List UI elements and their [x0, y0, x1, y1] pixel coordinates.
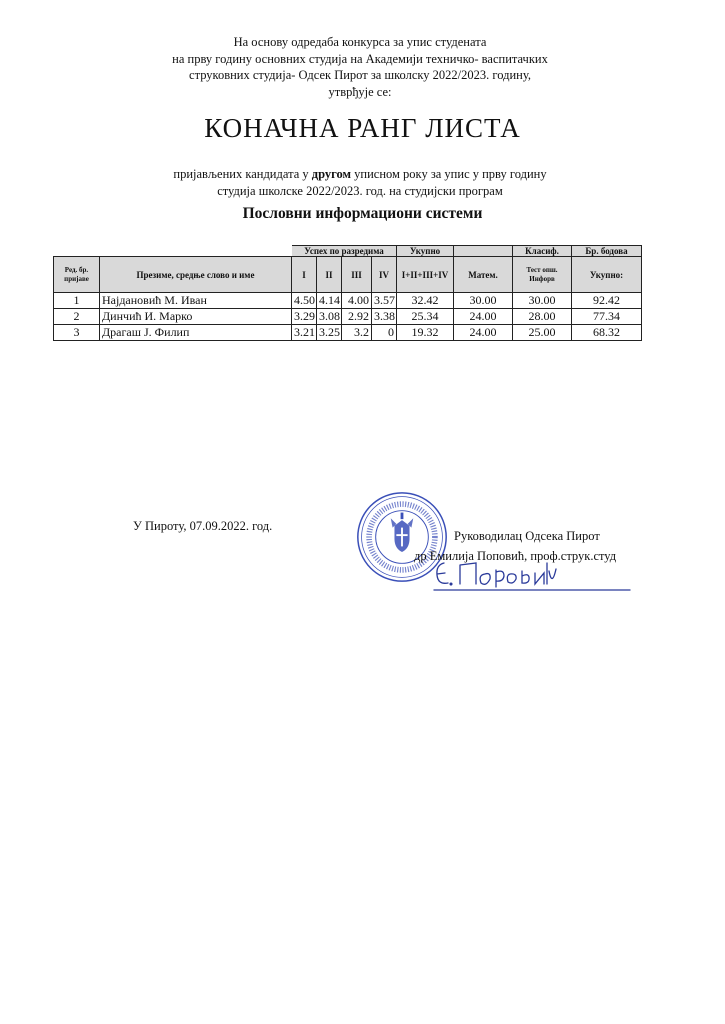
group-header-uspeh: Успех по разредима [292, 246, 397, 257]
group-header-empty [454, 246, 513, 257]
intro-line-4: утврђује се: [328, 84, 392, 99]
cell-sum: 32.42 [397, 293, 454, 309]
cell-rb: 2 [54, 309, 100, 325]
cell-r1: 3.29 [292, 309, 317, 325]
cell-r2: 3.25 [317, 325, 342, 341]
cell-matem: 24.00 [454, 325, 513, 341]
header-r2: II [317, 257, 342, 293]
handwritten-signature-icon [430, 557, 635, 593]
header-ukupno: Укупно: [572, 257, 642, 293]
header-ime: Презиме, средње слово и име [100, 257, 292, 293]
subtitle-line-2: студија школске 2022/2023. год. на студијски програм [217, 183, 503, 198]
place-date: У Пироту, 07.09.2022. год. [133, 519, 273, 533]
cell-ime: Драгаш Ј. Филип [100, 325, 292, 341]
intro-line-2: на прву годину основних студија на Академији техничко- васпитачких [172, 51, 548, 66]
subtitle-line-1 [120, 166, 600, 183]
header-red-br: Ред. бр. пријаве [54, 257, 100, 293]
cell-test: 28.00 [513, 309, 572, 325]
cell-sum: 19.32 [397, 325, 454, 341]
header-r3: III [342, 257, 372, 293]
header-sum: I+II+III+IV [397, 257, 454, 293]
cell-rb: 1 [54, 293, 100, 309]
subtitle-paragraph [120, 166, 600, 199]
table-row [54, 309, 642, 325]
cell-r1: 3.21 [292, 325, 317, 341]
signatory-name: др Емилија Поповић, проф.струк.студ [414, 549, 617, 563]
header-r4: IV [372, 257, 397, 293]
intro-line-3: струковних студија- Одсек Пирот за школску 2022/2023. годину, [189, 68, 531, 82]
cell-test: 25.00 [513, 325, 572, 341]
cell-ime: Најдановић М. Иван [100, 293, 292, 309]
signatory-role: Руководилац Одсека Пирот [454, 529, 600, 543]
cell-r4: 3.57 [372, 293, 397, 309]
cell-r3: 4.00 [342, 293, 372, 309]
group-header-klasif: Класиф. [513, 246, 572, 257]
cell-r3: 2.92 [342, 309, 372, 325]
ranking-table [53, 245, 642, 341]
cell-matem: 24.00 [454, 309, 513, 325]
header-test: Тест опш. Инфорв [513, 257, 572, 293]
group-header-ukupno: Укупно [397, 246, 454, 257]
table-row [54, 293, 642, 309]
cell-r1: 4.50 [292, 293, 317, 309]
subtitle-prefix: пријављених кандидата у [173, 167, 312, 181]
subtitle-suffix: уписном року за упис у прву годину [351, 167, 547, 181]
cell-r2: 3.08 [317, 309, 342, 325]
cell-ime: Динчић И. Марко [100, 309, 292, 325]
cell-ukupno: 92.42 [572, 293, 642, 309]
document-title: КОНАЧНА РАНГ ЛИСТА [204, 113, 521, 143]
cell-sum: 25.34 [397, 309, 454, 325]
cell-r2: 4.14 [317, 293, 342, 309]
cell-test: 30.00 [513, 293, 572, 309]
cell-ukupno: 77.34 [572, 309, 642, 325]
cell-r3: 3.2 [342, 325, 372, 341]
intro-line-1: На основу одредаба конкурса за упис студената [233, 35, 487, 49]
header-matem: Матем. [454, 257, 513, 293]
table-row [54, 325, 642, 341]
subtitle-bold-word: другом [311, 167, 352, 181]
group-header-br-bodova: Бр. бодова [572, 246, 642, 257]
cell-matem: 30.00 [454, 293, 513, 309]
header-r1: I [292, 257, 317, 293]
cell-r4: 0 [372, 325, 397, 341]
program-name: Пословни информациони системи [242, 205, 483, 222]
cell-r4: 3.38 [372, 309, 397, 325]
cell-rb: 3 [54, 325, 100, 341]
intro-paragraph [120, 34, 600, 100]
cell-ukupno: 68.32 [572, 325, 642, 341]
